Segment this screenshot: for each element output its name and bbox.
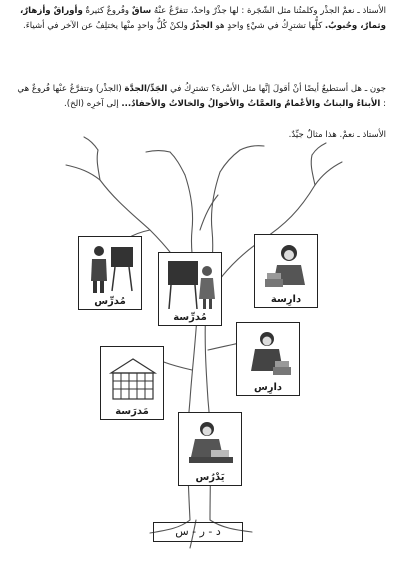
card-darisa — [254, 234, 318, 308]
female-student-icon — [261, 239, 313, 293]
keyword: الجَدِّ/الجدَّة — [124, 84, 168, 94]
card-label: مُدرِّسة — [173, 312, 207, 323]
card-mudarrisa — [158, 252, 222, 326]
card-madrasa — [100, 346, 164, 420]
dialogue-text: نعمْ. هذا مثالٌ جيِّدٌ. — [288, 130, 355, 140]
speaker-label: جون ـ — [364, 84, 386, 94]
female-teacher-at-board-icon — [165, 257, 217, 311]
card-label: مُدرِّس — [94, 296, 126, 307]
card-label: يَدْرُس — [195, 472, 225, 483]
dialogue-text: هل أستطيعُ أيضًا أنْ أقولَ إنَّها مثل الأسْرة؟ تشترِكُ في — [170, 84, 362, 94]
dialogue-text: كلُّها تشترِكُ في شيْءٍ واحدٍ هو — [215, 21, 323, 31]
keyword: الجذْرُ — [190, 21, 213, 31]
dialogue-text: ولكنْ كُلُّ واحدٍ منْها يختلِفُ عن الآخر في أشياءَ. — [22, 21, 188, 31]
studying-man-icon — [185, 417, 237, 471]
card-daris — [236, 322, 300, 396]
speaker-label: الأستاذ ـ — [357, 130, 386, 140]
keyword: الأبناءُ والبناتُ والأعْمامُ والعمَّاتُ والأخوالُ والخالاتُ والأحفادُ... — [121, 99, 381, 109]
keyword: وأوراقٌ وأزهارٌ، وثمارٌ، وحُبوبٌ. — [19, 6, 386, 31]
dialogue-text: إلى آخرِه (الخ). — [64, 99, 119, 109]
dialogue-text: وفُروعٌ كثيرةٌ — [85, 6, 130, 16]
dialogue-text: نعمْ الجذْر وكلمتُنا مثل الشّجَرة : لها جذْرٌ واحدٌ، تتفرَّعُ عنْهُ — [153, 6, 355, 16]
card-label: دارِسة — [270, 294, 302, 305]
card-label: مَدرَسة — [115, 406, 149, 417]
teacher-at-easel-icon — [85, 241, 137, 295]
card-yadrus — [178, 412, 242, 486]
card-mudarris — [78, 236, 142, 310]
keyword: ساقٌ — [131, 6, 152, 16]
school-building-icon — [107, 351, 159, 405]
male-student-icon — [243, 327, 295, 381]
dialogue-text: (الجذْر) وتتفرَّعُ عنْها فُروعٌ هي : — [17, 84, 386, 109]
card-label: دارِس — [253, 382, 283, 393]
speaker-label: الأستاذ ـ — [357, 6, 386, 16]
root-letters-box: د - ر - س — [153, 522, 243, 542]
